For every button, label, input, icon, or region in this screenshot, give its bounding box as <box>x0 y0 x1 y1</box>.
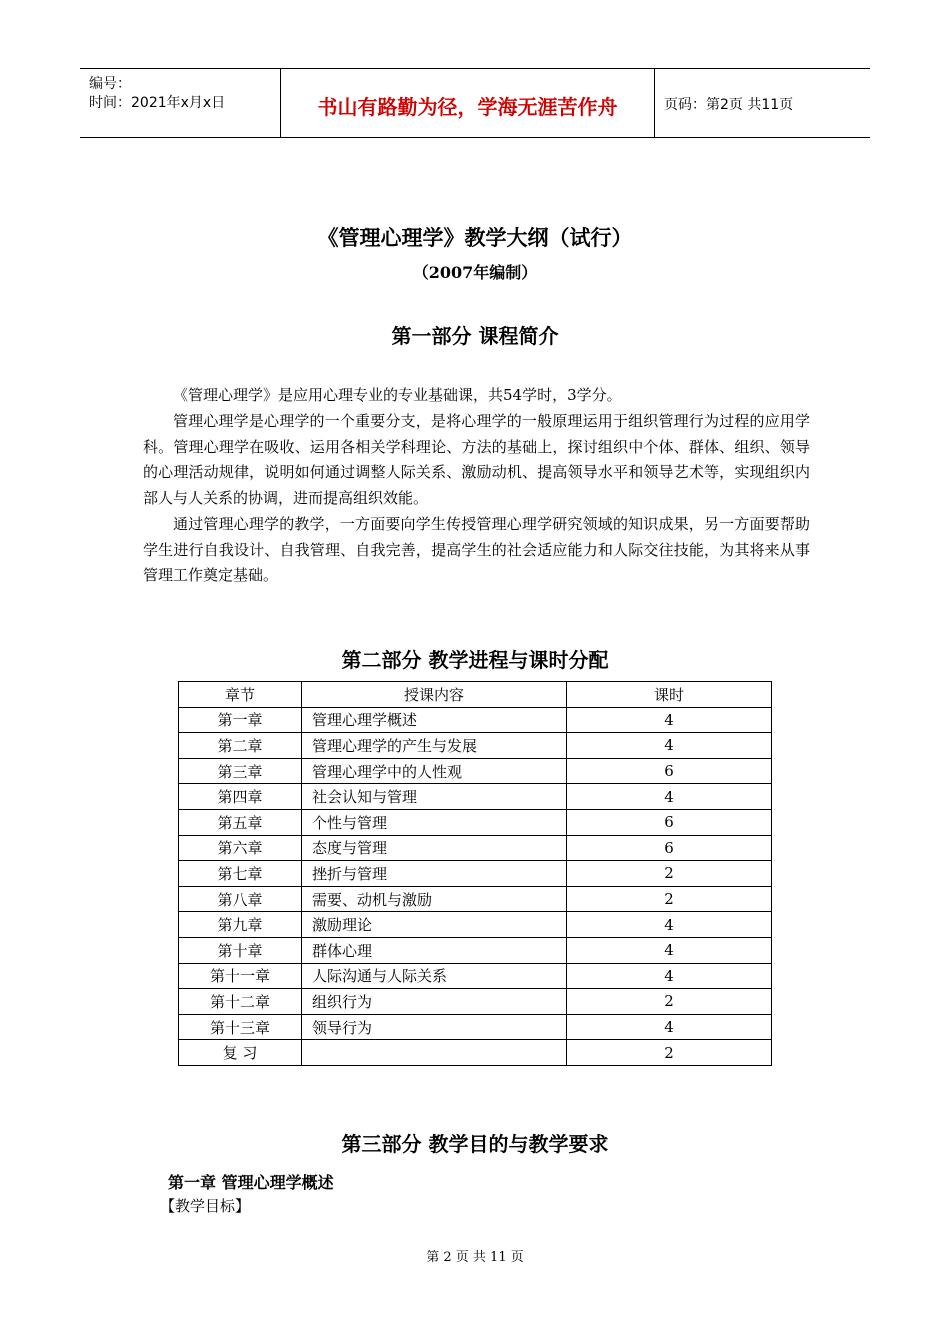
schedule-table <box>178 681 772 1066</box>
cell-chapter: 第一章 <box>179 707 302 733</box>
cell-chapter: 第十二章 <box>179 989 302 1015</box>
header-content: 授课内容 <box>302 682 567 708</box>
table-row <box>179 937 772 963</box>
paragraph-3: 通过管理心理学的教学，一方面要向学生传授管理心理学研究领域的知识成果，另一方面要帮助学生进行自我设计、自我管理、自我完善，提高学生的社会适应能力和人际交往技能，为其将来从事管理工作奠定基础。 <box>143 515 810 585</box>
header-hours: 课时 <box>567 682 772 708</box>
chapter1-heading: 第一章 管理心理学概述 <box>168 1173 334 1192</box>
cell-content: 管理心理学的产生与发展 <box>302 733 567 759</box>
cell-content: 领导行为 <box>302 1014 567 1040</box>
cell-hours: 4 <box>567 963 772 989</box>
cell-chapter: 第二章 <box>179 733 302 759</box>
table-header-row <box>179 682 772 708</box>
cell-content: 激励理论 <box>302 912 567 938</box>
table-row <box>179 963 772 989</box>
doc-id-label: 编号： <box>89 76 131 92</box>
cell-hours: 4 <box>567 1014 772 1040</box>
header-box <box>80 68 870 138</box>
cell-chapter: 第八章 <box>179 886 302 912</box>
footer-page-number: 第 2 页 共 11 页 <box>426 1250 524 1265</box>
paragraph-2: 管理心理学是心理学的一个重要分支，是将心理学的一般原理运用于组织管理行为过程的应用学科。管理心理学在吸收、运用各相关学科理论、方法的基础上，探讨组织中个体、群体、组织、领导的心理活动规律，说明如何通过调整人际关系、激励动机、提高领导水平和领导艺术等，实现组织内部人与人关系的协调，进而提高组织效能。 <box>143 412 810 508</box>
part3-heading: 第三部分 教学目的与教学要求 <box>341 1132 609 1156</box>
cell-hours: 4 <box>567 937 772 963</box>
header-motto-cell <box>281 69 655 137</box>
cell-hours: 6 <box>567 835 772 861</box>
document-title: 《管理心理学》教学大纲（试行） <box>317 226 633 250</box>
schedule-table-body <box>179 707 772 1065</box>
teaching-goal-label: 【教学目标】 <box>160 1197 251 1215</box>
cell-hours: 4 <box>567 912 772 938</box>
cell-hours: 4 <box>567 707 772 733</box>
cell-hours: 2 <box>567 1040 772 1066</box>
cell-content <box>302 1040 567 1066</box>
header-page-cell <box>655 69 870 137</box>
cell-chapter: 第十一章 <box>179 963 302 989</box>
header-meta-cell <box>80 69 281 137</box>
paragraph-1: 《管理心理学》是应用心理专业的专业基础课，共54学时，3学分。 <box>173 386 622 404</box>
table-row <box>179 912 772 938</box>
header-chapter: 章节 <box>179 682 302 708</box>
table-row <box>179 1040 772 1066</box>
document-subtitle: （2007年编制） <box>412 263 538 282</box>
table-row <box>179 835 772 861</box>
doc-time-label: 时间：2021年x月x日 <box>89 95 226 111</box>
cell-hours: 6 <box>567 809 772 835</box>
part2-heading: 第二部分 教学进程与课时分配 <box>341 648 609 672</box>
cell-content: 需要、动机与激励 <box>302 886 567 912</box>
cell-content: 挫折与管理 <box>302 861 567 887</box>
cell-chapter: 第十章 <box>179 937 302 963</box>
cell-content: 组织行为 <box>302 989 567 1015</box>
cell-content: 管理心理学中的人性观 <box>302 758 567 784</box>
cell-hours: 4 <box>567 733 772 759</box>
cell-chapter: 第六章 <box>179 835 302 861</box>
cell-chapter: 第七章 <box>179 861 302 887</box>
table-row <box>179 861 772 887</box>
table-row <box>179 784 772 810</box>
cell-chapter: 复 习 <box>179 1040 302 1066</box>
cell-hours: 2 <box>567 861 772 887</box>
table-row <box>179 809 772 835</box>
table-row <box>179 989 772 1015</box>
cell-hours: 6 <box>567 758 772 784</box>
table-row <box>179 733 772 759</box>
cell-chapter: 第四章 <box>179 784 302 810</box>
table-row <box>179 1014 772 1040</box>
cell-content: 群体心理 <box>302 937 567 963</box>
cell-content: 个性与管理 <box>302 809 567 835</box>
part1-heading: 第一部分 课程简介 <box>391 324 559 348</box>
cell-content: 人际沟通与人际关系 <box>302 963 567 989</box>
table-row <box>179 707 772 733</box>
cell-chapter: 第三章 <box>179 758 302 784</box>
cell-chapter: 第十三章 <box>179 1014 302 1040</box>
table-row <box>179 886 772 912</box>
cell-chapter: 第九章 <box>179 912 302 938</box>
cell-hours: 2 <box>567 989 772 1015</box>
cell-chapter: 第五章 <box>179 809 302 835</box>
table-row <box>179 758 772 784</box>
header-page-number: 页码：第2页 共11页 <box>664 97 794 113</box>
cell-content: 态度与管理 <box>302 835 567 861</box>
cell-content: 管理心理学概述 <box>302 707 567 733</box>
motto: 书山有路勤为径，学海无涯苦作舟 <box>317 95 618 119</box>
cell-content: 社会认知与管理 <box>302 784 567 810</box>
cell-hours: 2 <box>567 886 772 912</box>
cell-hours: 4 <box>567 784 772 810</box>
